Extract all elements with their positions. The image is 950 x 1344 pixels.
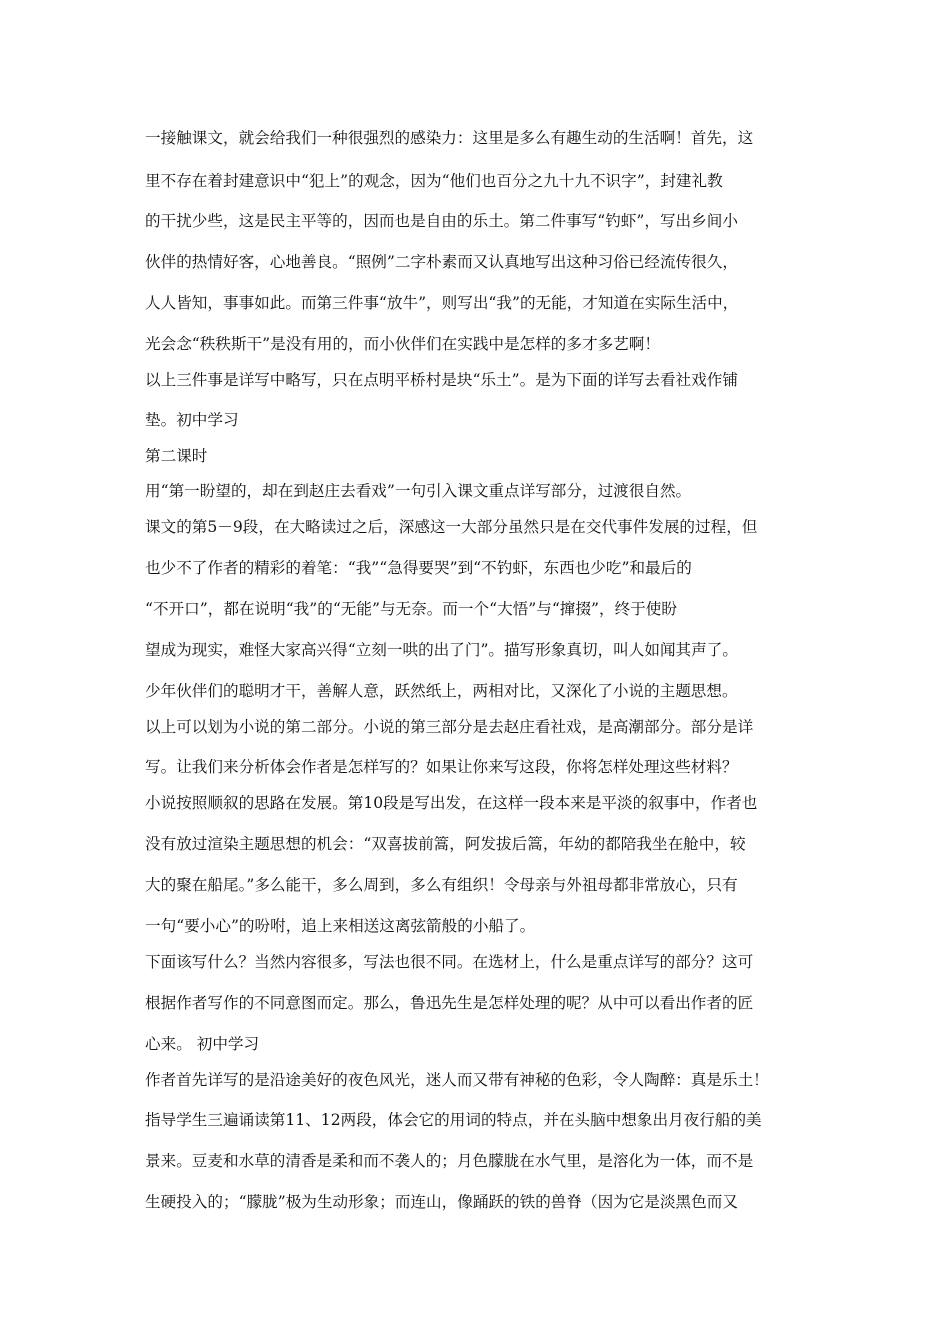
text-line: 大的聚在船尾。”多么能干，多么周到，多么有组织！令母亲与外祖母都非常放心，只有	[145, 876, 738, 894]
text-line: 心来。 初中学习	[145, 1035, 260, 1053]
section-heading: 第二课时	[145, 447, 208, 465]
text-line: 以上三件事是详写中略写，只在点明平桥村是块“乐土”。是为下面的详写去看社戏作铺	[145, 371, 738, 389]
text-line: 小说按照顺叙的思路在发展。第10段是写出发，在这样一段本来是平淡的叙事中，作者也	[145, 794, 758, 812]
text-line: 没有放过渲染主题思想的机会：“双喜拔前篙，阿发拔后篙，年幼的都陪我坐在舱中，较	[145, 835, 746, 853]
text-line: 少年伙伴们的聪明才干，善解人意，跃然纸上，两相对比，又深化了小说的主题思想。	[145, 682, 738, 700]
text-line: 课文的第5－9段，在大略读过之后，深感这一大部分虽然只是在交代事件发展的过程，但	[145, 518, 758, 536]
text-line: 一句“要小心”的吩咐，追上来相送这离弦箭般的小船了。	[145, 917, 536, 935]
text-line: 望成为现实，难怪大家高兴得“立刻一哄的出了门”。描写形象真切，叫人如闻其声了。	[145, 641, 738, 659]
text-line: 人人皆知，事事如此。而第三件事“放牛”，则写出“我”的无能，才知道在实际生活中，	[145, 294, 739, 312]
text-line: 生硬投入的；“朦胧”极为生动形象；而连山，像踊跃的铁的兽脊（因为它是淡黑色而又	[145, 1193, 738, 1211]
text-line: 以上可以划为小说的第二部分。小说的第三部分是去赵庄看社戏，是高潮部分。部分是详	[145, 718, 754, 736]
text-line: 下面该写什么？当然内容很多，写法也很不同。在选材上，什么是重点详写的部分？这可	[145, 953, 754, 971]
text-line: 光会念“秩秩斯干”是没有用的，而小伙伴们在实践中是怎样的多才多艺啊！	[145, 335, 660, 353]
text-line: “不开口”，都在说明“我”的“无能”与无奈。而一个“大悟”与“撺掇”，终于使盼	[145, 600, 677, 618]
text-line: 根据作者写作的不同意图而定。那么，鲁迅先生是怎样处理的呢？从中可以看出作者的匠	[145, 994, 754, 1012]
text-line: 一接触课文，就会给我们一种很强烈的感染力：这里是多么有趣生动的生活啊！首先，这	[145, 129, 754, 147]
text-line: 指导学生三遍诵读第11、12两段，体会它的用词的特点，并在头脑中想象出月夜行船的美	[145, 1111, 762, 1129]
text-line: 垫。初中学习	[145, 411, 239, 429]
text-line: 写。让我们来分析体会作者是怎样写的？如果让你来写这段，你将怎样处理这些材料？	[145, 758, 738, 776]
text-line: 用“第一盼望的，却在到赵庄去看戏”一句引入课文重点详写部分，过渡很自然。	[145, 482, 692, 500]
text-line: 里不存在着封建意识中“犯上”的观念，因为“他们也百分之九十九不识字”，封建礼教	[145, 172, 723, 190]
text-line: 也少不了作者的精彩的着笔：“我”“急得要哭”到“不钓虾，东西也少吃”和最后的	[145, 559, 692, 577]
text-line: 景来。豆麦和水草的清香是柔和而不袭人的；月色朦胧在水气里，是溶化为一体，而不是	[145, 1152, 754, 1170]
text-line: 作者首先详写的是沿途美好的夜色风光，迷人而又带有神秘的色彩，令人陶醉：真是乐土！	[145, 1071, 769, 1089]
text-line: 伙伴的热情好客，心地善良。“照例”二字朴素而又认真地写出这种习俗已经流传很久，	[145, 253, 738, 271]
text-line: 的干扰少些，这是民主平等的，因而也是自由的乐土。第二件事写“钓虾”，写出乡间小	[145, 212, 738, 230]
